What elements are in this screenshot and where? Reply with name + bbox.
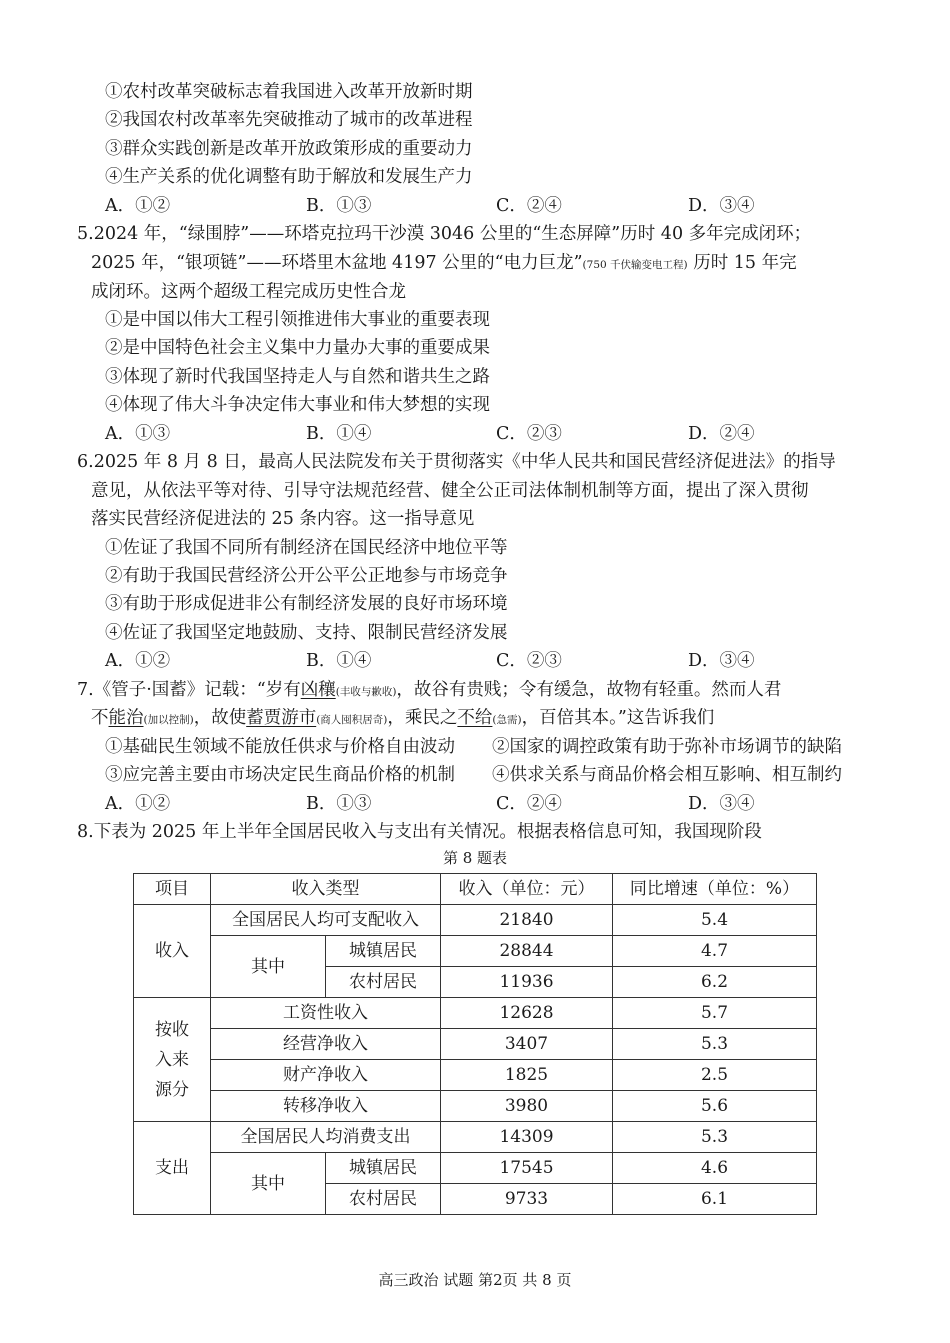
subgroup-among: 其中 xyxy=(211,1153,326,1215)
row-value: 12628 xyxy=(441,998,613,1029)
q6-stem-line-1: 6.2025 年 8 月 8 日，最高人民法院发布关于贯彻落实《中华人民共和国民营经济促进法》的指导 xyxy=(77,452,836,472)
q6-option-d: D．③④ xyxy=(688,651,755,671)
row-rate: 4.6 xyxy=(613,1153,817,1184)
header-type: 收入类型 xyxy=(211,874,441,905)
row-rate: 5.4 xyxy=(613,905,817,936)
q6-option-a: A．①② xyxy=(105,651,171,671)
table-row xyxy=(134,1091,817,1122)
group-income: 收入 xyxy=(134,905,211,998)
q6-item-1: ①佐证了我国不同所有制经济在国民经济中地位平等 xyxy=(105,538,508,558)
row-value: 3980 xyxy=(441,1091,613,1122)
q6-item-3: ③有助于形成促进非公有制经济发展的良好市场环境 xyxy=(105,594,508,614)
row-rate: 5.3 xyxy=(613,1029,817,1060)
row-type: 农村居民 xyxy=(326,967,441,998)
q7-item-4: ④供求关系与商品价格会相互影响、相互制约 xyxy=(492,765,842,785)
row-value: 21840 xyxy=(441,905,613,936)
row-value: 28844 xyxy=(441,936,613,967)
row-value: 1825 xyxy=(441,1060,613,1091)
table-row xyxy=(134,905,817,936)
row-rate: 5.6 xyxy=(613,1091,817,1122)
row-type: 城镇居民 xyxy=(326,936,441,967)
row-type: 全国居民人均可支配收入 xyxy=(211,905,441,936)
row-rate: 5.3 xyxy=(613,1122,817,1153)
q5-item-1: ①是中国以伟大工程引领推进伟大事业的重要表现 xyxy=(105,310,490,330)
q7-item-2: ②国家的调控政策有助于弥补市场调节的缺陷 xyxy=(492,737,842,757)
row-rate: 4.7 xyxy=(613,936,817,967)
q7-option-a: A．①② xyxy=(105,794,171,814)
q7-stem-line-2: 不能治(加以控制)，故使蓄贾游市(商人囤积居奇)，乘民之不给(急需)，百倍其本。”这告诉我们 xyxy=(91,708,715,728)
table-row xyxy=(134,1029,817,1060)
q4-option-c: C．②④ xyxy=(496,196,562,216)
q6-option-b: B．①④ xyxy=(306,651,372,671)
q5-option-b: B．①④ xyxy=(306,424,372,444)
q6-stem-line-3: 落实民营经济促进法的 25 条内容。这一指导意见 xyxy=(91,509,475,529)
q5-stem-line-1: 5.2024 年，“绿围脖”——环塔克拉玛干沙漠 3046 公里的“生态屏障”历时 40 多年完成闭环； xyxy=(77,224,812,244)
q7-option-d: D．③④ xyxy=(688,794,755,814)
row-value: 14309 xyxy=(441,1122,613,1153)
q4-item-2: ②我国农村改革率先突破推动了城市的改革进程 xyxy=(105,110,473,130)
table-caption: 第 8 题表 xyxy=(442,849,508,867)
row-value: 9733 xyxy=(441,1184,613,1215)
header-item: 项目 xyxy=(134,874,211,905)
table-row xyxy=(134,936,817,967)
row-rate: 2.5 xyxy=(613,1060,817,1091)
table-row xyxy=(134,1060,817,1091)
row-type: 工资性收入 xyxy=(211,998,441,1029)
q4-option-b: B．①③ xyxy=(306,196,372,216)
q4-item-4: ④生产关系的优化调整有助于解放和发展生产力 xyxy=(105,167,473,187)
group-expenditure: 支出 xyxy=(134,1122,211,1215)
q4-option-a: A．①② xyxy=(105,196,171,216)
row-value: 11936 xyxy=(441,967,613,998)
q6-item-4: ④佐证了我国坚定地鼓励、支持、限制民营经济发展 xyxy=(105,623,508,643)
row-type: 经营净收入 xyxy=(211,1029,441,1060)
q4-option-d: D．③④ xyxy=(688,196,755,216)
group-by-source: 按收入来源分 xyxy=(134,998,211,1122)
q5-item-2: ②是中国特色社会主义集中力量办大事的重要成果 xyxy=(105,338,490,358)
q6-item-2: ②有助于我国民营经济公开公平公正地参与市场竞争 xyxy=(105,566,508,586)
table-row xyxy=(134,1153,817,1184)
income-expenditure-table xyxy=(133,873,817,1215)
header-growth: 同比增速（单位：%） xyxy=(613,874,817,905)
q7-option-b: B．①③ xyxy=(306,794,372,814)
table-row xyxy=(134,1122,817,1153)
row-value: 3407 xyxy=(441,1029,613,1060)
q5-option-a: A．①③ xyxy=(105,424,171,444)
q5-option-c: C．②③ xyxy=(496,424,562,444)
q6-stem-line-2: 意见，从依法平等对待、引导守法规范经营、健全公正司法体制机制等方面，提出了深入贯彻 xyxy=(91,481,809,501)
row-value: 17545 xyxy=(441,1153,613,1184)
q5-item-4: ④体现了伟大斗争决定伟大事业和伟大梦想的实现 xyxy=(105,395,490,415)
header-amount: 收入（单位：元） xyxy=(441,874,613,905)
row-type: 城镇居民 xyxy=(326,1153,441,1184)
row-type: 转移净收入 xyxy=(211,1091,441,1122)
page-footer: 高三政治 试题 第2页 共 8 页 xyxy=(378,1271,572,1289)
row-type: 农村居民 xyxy=(326,1184,441,1215)
q7-item-3: ③应完善主要由市场决定民生商品价格的机制 xyxy=(105,765,455,785)
q5-item-3: ③体现了新时代我国坚持走人与自然和谐共生之路 xyxy=(105,367,490,387)
q5-stem-line-2: 2025 年，“银项链”——环塔里木盆地 4197 公里的“电力巨龙”(750 千伏输变电工程) 历时 15 年完 xyxy=(91,253,797,273)
q7-stem-line-1: 7.《管子·国蓄》记载：“岁有凶穰(丰收与歉收)，故谷有贵贱；令有缓急，故物有轻重。然而人君 xyxy=(77,680,782,700)
row-type: 全国居民人均消费支出 xyxy=(211,1122,441,1153)
row-rate: 5.7 xyxy=(613,998,817,1029)
row-type: 财产净收入 xyxy=(211,1060,441,1091)
q4-item-3: ③群众实践创新是改革开放政策形成的重要动力 xyxy=(105,139,473,159)
q8-stem: 8.下表为 2025 年上半年全国居民收入与支出有关情况。根据表格信息可知，我国现阶段 xyxy=(77,822,762,842)
q7-item-1: ①基础民生领域不能放任供求与价格自由波动 xyxy=(105,737,455,757)
q6-option-c: C．②③ xyxy=(496,651,562,671)
q7-option-c: C．②④ xyxy=(496,794,562,814)
q5-option-d: D．②④ xyxy=(688,424,755,444)
row-rate: 6.1 xyxy=(613,1184,817,1215)
table-header-row xyxy=(134,874,817,905)
table-row xyxy=(134,998,817,1029)
q4-item-1: ①农村改革突破标志着我国进入改革开放新时期 xyxy=(105,82,473,102)
q5-stem-line-3: 成闭环。这两个超级工程完成历史性合龙 xyxy=(91,282,406,302)
row-rate: 6.2 xyxy=(613,967,817,998)
subgroup-among: 其中 xyxy=(211,936,326,998)
